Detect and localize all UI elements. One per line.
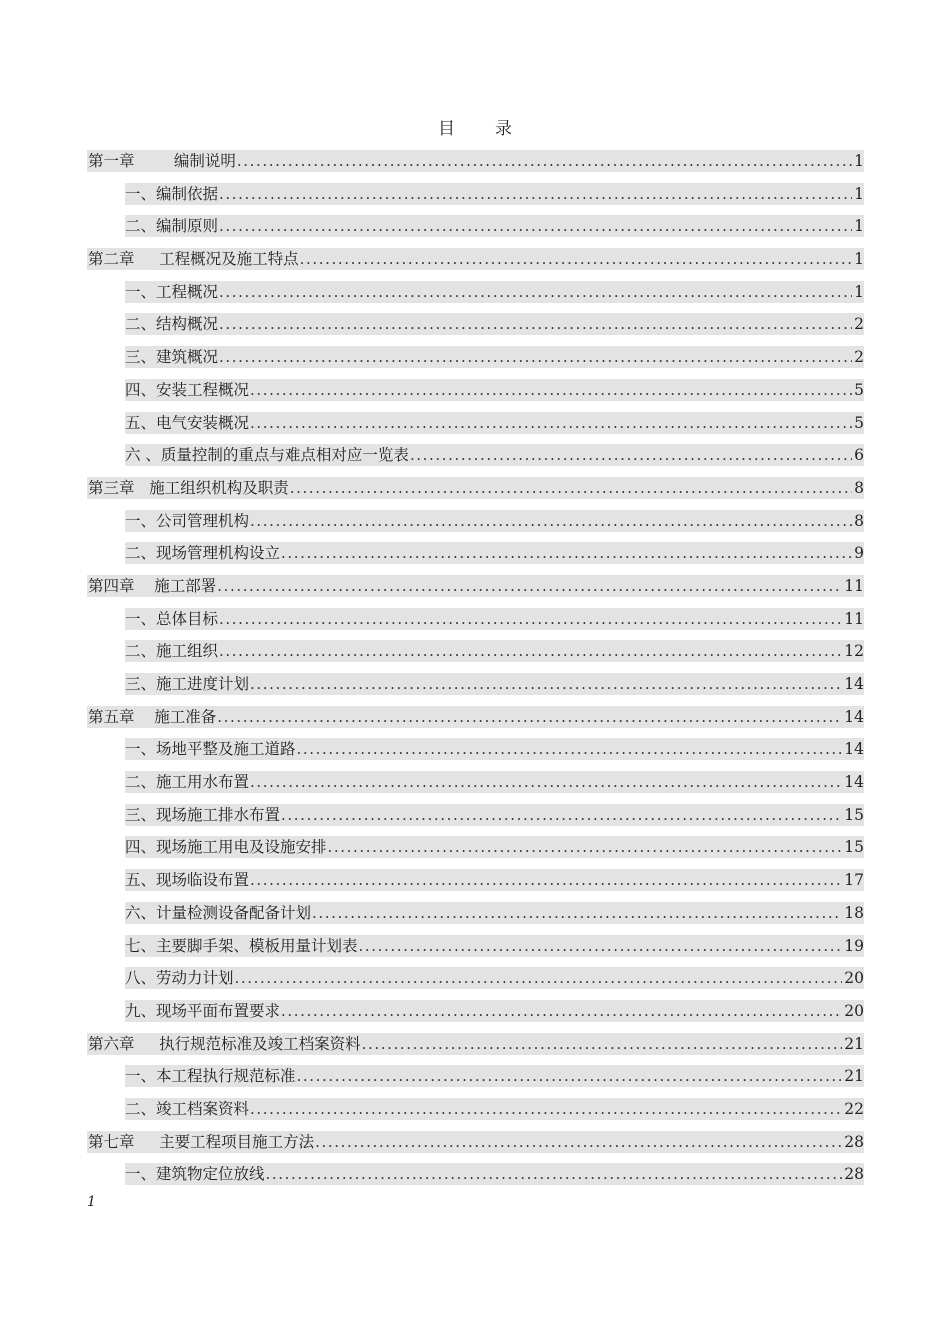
toc-entry-label: 三、施工进度计划 [125,675,250,693]
toc-section-entry[interactable] [87,508,864,541]
toc-entry-label: 第一章 编制说明 [88,152,236,170]
toc-entry-page-number: 17 [844,871,864,890]
toc-entry-label: 一、编制依据 [125,184,219,203]
toc-dot-leader [297,738,843,760]
toc-entry-line [88,150,864,172]
toc-dot-leader [237,150,852,172]
toc-entry-label: 二、施工用水布置 [125,773,250,792]
toc-entry-label: 五、现场临设布置 [125,871,250,890]
toc-entry-line [125,444,864,466]
toc-dot-leader [250,1098,842,1120]
toc-entry-label: 一、总体目标 [125,609,219,628]
toc-dot-leader [219,640,842,662]
toc-dot-leader [219,346,852,368]
toc-title-right: 录 [495,119,512,139]
toc-entry-label: 九、现场平面布置要求 [125,1001,281,1020]
toc-entry-line [125,1000,864,1022]
toc-entry-page-number: 28 [844,1165,864,1184]
toc-entry-line [88,706,864,728]
toc-dot-leader [219,215,852,237]
toc-entry-line [88,248,864,270]
toc-chapter-entry[interactable] [87,1129,864,1162]
toc-entry-label: 八、劳动力计划 [125,969,234,988]
toc-dot-leader [312,902,842,924]
toc-entry-line [125,673,864,695]
toc-entry-line [88,575,864,597]
toc-entry-page-number: 22 [844,1099,864,1118]
toc-chapter-entry[interactable] [87,246,864,279]
toc-dot-leader [217,706,842,728]
toc-entry-page-number: 11 [844,609,864,628]
toc-dot-leader [250,771,842,793]
toc-entry-line [125,346,864,368]
toc-entry-page-number: 18 [844,903,864,922]
toc-section-entry[interactable] [87,1063,864,1096]
toc-entry-page-number: 15 [844,805,864,824]
toc-dot-leader [328,836,843,858]
toc-entry-label: 二、编制原则 [125,217,219,236]
toc-entry-label: 七、主要脚手架、模板用量计划表 [125,936,358,955]
toc-dot-leader [410,444,852,466]
toc-entry-label: 五、电气安装概况 [125,413,250,432]
toc-dot-leader [217,575,842,597]
toc-entry-line [125,281,864,303]
toc-dot-leader [250,510,852,532]
toc-entry-label: 六、计量检测设备配备计划 [125,903,312,922]
toc-section-entry[interactable] [87,769,864,802]
toc-section-entry[interactable] [87,410,864,443]
toc-section-entry[interactable] [87,311,864,344]
toc-entry-page-number: 20 [844,1001,864,1020]
toc-entry-label: 第六章 执行规范标准及竣工档案资料 [88,1034,361,1053]
toc-entry-label: 一、场地平整及施工道路 [125,740,296,759]
toc-entry-line [125,379,864,401]
toc-chapter-entry[interactable] [87,1031,864,1064]
toc-dot-leader [300,248,852,270]
toc-entry-line [125,1163,864,1185]
toc-entry-page-number: 14 [844,773,864,792]
toc-entry-label: 第五章 施工准备 [88,707,217,726]
toc-entry-page-number: 5 [854,380,864,399]
toc-entry-line [125,771,864,793]
toc-dot-leader [250,379,852,401]
toc-dot-leader [281,1000,842,1022]
toc-entry-label: 四、现场施工用电及设施安排 [125,838,327,857]
toc-entry-label: 二、结构概况 [125,315,219,334]
toc-section-entry[interactable] [87,998,864,1031]
toc-entry-line [125,1065,864,1087]
toc-dot-leader [362,1033,843,1055]
toc-section-entry[interactable] [87,279,864,312]
toc-entry-page-number: 19 [844,936,864,955]
toc-entry-label: 二、竣工档案资料 [125,1099,250,1118]
toc-chapter-entry[interactable] [87,475,864,508]
toc-entry-line [125,183,864,205]
toc-entry-page-number: 2 [854,348,864,367]
toc-dot-leader [219,608,842,630]
toc-entry-line [125,412,864,434]
toc-section-entry[interactable] [87,606,864,639]
toc-section-entry[interactable] [87,671,864,704]
toc-section-entry[interactable] [87,965,864,998]
toc-entry-page-number: 14 [844,675,864,693]
toc-section-entry[interactable] [87,181,864,214]
toc-section-entry[interactable] [87,442,864,475]
toc-entry-label: 第七章 主要工程项目施工方法 [88,1132,315,1151]
toc-dot-leader [281,804,842,826]
toc-section-entry[interactable] [87,802,864,835]
toc-chapter-entry[interactable] [87,573,864,606]
toc-entry-line [125,738,864,760]
toc-entry-page-number: 1 [854,282,864,301]
toc-entry-page-number: 14 [844,740,864,759]
toc-dot-leader [315,1131,842,1153]
toc-entry-label: 六 、质量控制的重点与难点相对应一览表 [125,446,409,465]
toc-entry-label: 四、安装工程概况 [125,380,250,399]
toc-entry-label: 一、建筑物定位放线 [125,1165,265,1184]
toc-entry-line [125,804,864,826]
toc-section-entry[interactable] [87,638,864,671]
toc-title [0,114,950,139]
toc-dot-leader [281,542,852,564]
toc-dot-leader [297,1065,843,1087]
toc-entry-page-number: 1 [854,184,864,203]
toc-entry-line [125,902,864,924]
toc-entry-label: 第二章 工程概况及施工特点 [88,250,299,269]
toc-chapter-entry[interactable] [87,704,864,737]
toc-entry-label: 第三章 施工组织机构及职责 [88,478,289,497]
toc-section-entry[interactable] [87,867,864,900]
toc-entry-label: 三、现场施工排水布置 [125,805,281,824]
toc-section-entry[interactable] [87,834,864,867]
toc-dot-leader [290,477,852,499]
toc-entry-page-number: 12 [844,642,864,661]
toc-dot-leader [219,313,852,335]
toc-entry-page-number: 11 [844,576,864,595]
toc-section-entry[interactable] [87,736,864,769]
toc-dot-leader [235,967,843,989]
toc-entry-page-number: 9 [854,544,864,563]
toc-entry-line [125,215,864,237]
toc-entry-label: 三、建筑概况 [125,348,219,367]
toc-entry-label: 一、公司管理机构 [125,511,250,530]
toc-section-entry[interactable] [87,213,864,246]
toc-entry-page-number: 20 [844,969,864,988]
toc-entry-page-number: 1 [854,217,864,236]
toc-entry-page-number: 28 [844,1132,864,1151]
toc-dot-leader [219,183,852,205]
toc-entry-line [125,836,864,858]
toc-entry-page-number: 8 [854,478,864,497]
toc-dot-leader [359,935,843,957]
toc-entry-line [125,542,864,564]
toc-entry-label: 一、工程概况 [125,282,219,301]
toc-entry-page-number: 6 [854,446,864,465]
toc-dot-leader [219,281,852,303]
toc-entry-line [125,313,864,335]
toc-entry-line [125,640,864,662]
toc-section-entry[interactable] [87,900,864,933]
toc-entry-page-number: 1 [854,152,864,170]
toc-chapter-entry[interactable] [87,148,864,181]
toc-section-entry[interactable] [87,344,864,377]
toc-entry-label: 二、施工组织 [125,642,219,661]
toc-entry-label: 第四章 施工部署 [88,576,217,595]
toc-dot-leader [250,412,852,434]
toc-title-left: 目 [438,119,455,139]
toc-entry-label: 一、本工程执行规范标准 [125,1067,296,1086]
toc-entry-line [125,1098,864,1120]
toc-entry-page-number: 1 [854,250,864,269]
toc-entry-page-number: 14 [844,707,864,726]
toc-section-entry[interactable] [87,377,864,410]
page-number-footer: 1 [87,1194,96,1210]
toc-entry-page-number: 21 [844,1034,864,1053]
toc-section-entry[interactable] [87,933,864,966]
toc-entry-page-number: 5 [854,413,864,432]
toc-entry-page-number: 15 [844,838,864,857]
toc-entry-line [125,869,864,891]
table-of-contents [87,148,864,1194]
toc-entry-page-number: 2 [854,315,864,334]
toc-section-entry[interactable] [87,1161,864,1194]
toc-section-entry[interactable] [87,540,864,573]
toc-entry-line [88,1131,864,1153]
toc-entry-line [125,935,864,957]
toc-entry-page-number: 21 [844,1067,864,1086]
toc-entry-line [125,967,864,989]
toc-section-entry[interactable] [87,1096,864,1129]
toc-entry-line [88,1033,864,1055]
toc-entry-line [88,477,864,499]
toc-entry-line [125,608,864,630]
toc-dot-leader [250,673,842,695]
toc-entry-page-number: 8 [854,511,864,530]
toc-dot-leader [250,869,842,891]
toc-dot-leader [266,1163,843,1185]
toc-entry-label: 二、现场管理机构设立 [125,544,281,563]
toc-entry-line [125,510,864,532]
